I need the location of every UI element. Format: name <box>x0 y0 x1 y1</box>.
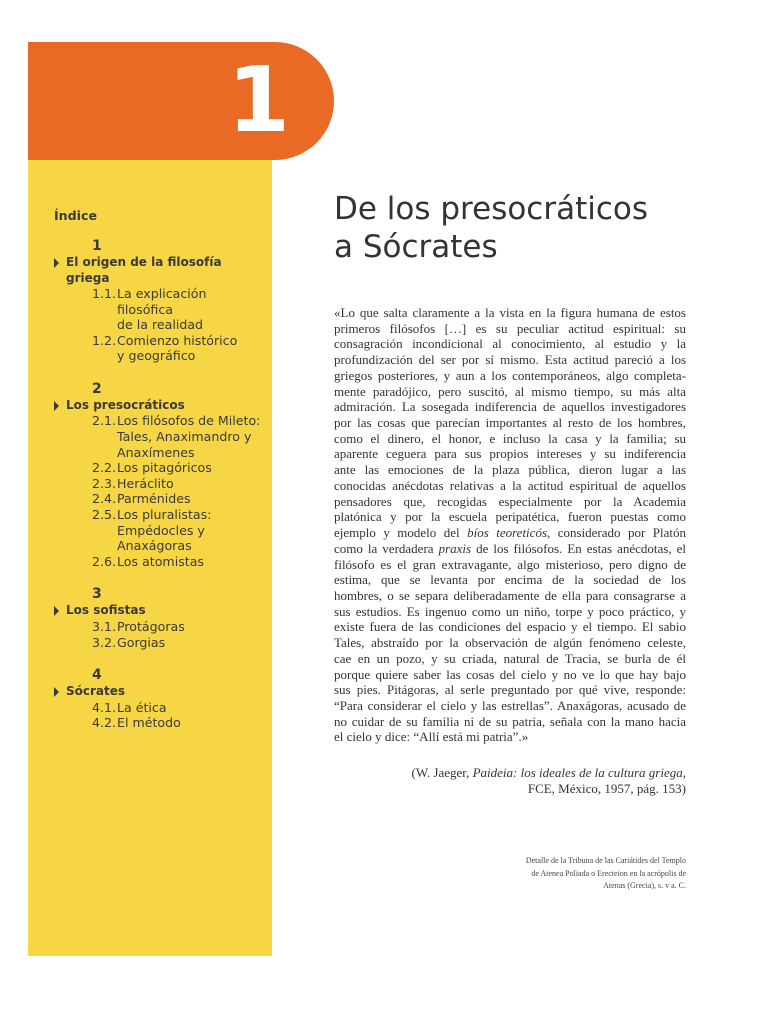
toc-item-number: 1.2. <box>92 332 117 348</box>
quote-line: el cielo y dice: “Allí está mi patria”.» <box>334 729 529 745</box>
toc-item[interactable] <box>92 619 266 635</box>
toc-item-label <box>117 491 266 507</box>
toc-spacer <box>54 364 266 380</box>
toc-section-number: 2 <box>92 380 102 397</box>
toc-item-label-line: La explicación filosófica <box>117 286 207 317</box>
toc-item-label <box>117 507 266 554</box>
quote-line: ejemplo y modelo del bíos teoreticós, considerado por Platón <box>334 525 686 541</box>
italic-text: bíos teoreticós <box>467 525 548 541</box>
chapter-title-line: De los presocráticos <box>334 191 649 227</box>
toc-section-title-line: Los presocráticos <box>66 397 185 412</box>
toc-item[interactable] <box>92 635 266 651</box>
toc-item[interactable] <box>92 286 266 333</box>
quote-line: profundización del ser por sí mismo. Esta actitud pareció a los <box>334 352 686 368</box>
toc-item-number: 3.1. <box>92 618 117 634</box>
toc-item-number: 2.4. <box>92 491 117 507</box>
toc-section-title[interactable] <box>54 255 266 286</box>
toc-spacer <box>54 569 266 585</box>
toc-item[interactable] <box>92 491 266 507</box>
toc-item[interactable] <box>92 700 266 716</box>
quote-line: platónica y por la escuela peripatética, fueron puestas como <box>334 509 686 525</box>
table-of-contents <box>54 208 266 731</box>
toc-item-label <box>117 476 266 492</box>
caption-line: Atenas (Grecia), s. v a. C. <box>603 881 686 890</box>
chapter-banner <box>28 42 334 160</box>
italic-text: Paideia: los ideales de la cultura griega, <box>472 765 686 780</box>
quote-line: sus pies. Pitágoras, al serle preguntado por qué vive, responde: <box>334 682 686 698</box>
quote-line: porque quiere saber las cosas del cielo y no ve lo que hay bajo <box>334 666 686 682</box>
quote-line: sus estudios. Es ingenuo como un niño, torpe y poco práctico, y <box>334 603 686 619</box>
toc-item-label <box>117 554 266 570</box>
quote-line: como el dinero, el honor, e incluso la casa y la familia; su <box>334 430 686 446</box>
toc-item-label-line: Tales, Anaximandro y <box>117 429 252 445</box>
toc-item-label-line: Heráclito <box>117 475 174 491</box>
toc-item-label-line: Los filósofos de Mileto: <box>117 413 261 429</box>
citation-line: FCE, México, 1957, pág. 153) <box>527 781 686 796</box>
quote-line: como la verdadera praxis de los filósofos. En estas anécdotas, el <box>334 540 686 556</box>
triangle-bullet-icon <box>54 606 59 616</box>
chapter-title-line: a Sócrates <box>334 229 498 265</box>
toc-item-number: 4.2. <box>92 715 117 731</box>
quote-line: primeros filósofos […] es su peculiar actitud espiritual: su <box>334 320 686 336</box>
toc-item-label-line: El método <box>117 715 181 731</box>
toc-item-label <box>117 413 266 460</box>
quote-line: existe fuera de las condiciones del espacio y el tiempo. El sabio <box>334 619 686 635</box>
toc-item-label <box>117 715 266 731</box>
toc-item-label <box>117 286 266 333</box>
quote-line: «Lo que salta claramente a la vista en la figura humana de estos <box>334 305 686 320</box>
toc-item[interactable] <box>92 554 266 570</box>
caption-line: Detalle de la Tribuna de las Cariátides del Templo <box>525 856 686 865</box>
toc-item-number: 3.2. <box>92 634 117 650</box>
quote-line: mente paradójico, pero suscitó, al mismo tiempo, su más alta <box>334 383 686 399</box>
quote-line: conocidas anécdotas relativas a la actitud espiritual de aquellos <box>334 477 686 493</box>
toc-item-number: 1.1. <box>92 286 117 301</box>
quote-line: estima, que se levanta por encima de la sociedad de los <box>334 572 686 588</box>
toc-item[interactable] <box>92 507 266 554</box>
quote-citation <box>380 765 686 797</box>
toc-item-label-line: Parménides <box>117 491 191 507</box>
epigraph-quote <box>334 305 686 745</box>
toc-item-number: 2.3. <box>92 475 117 491</box>
toc-item-label <box>117 700 266 716</box>
toc-spacer <box>54 650 266 666</box>
image-caption <box>450 855 686 893</box>
quote-line: cae en un pozo, y su criada, natural de Tracia, se burla de él <box>334 650 686 666</box>
quote-line: Tales, abstraído por la observación de algún fenómeno celeste, <box>334 635 686 651</box>
quote-line: filósofo es el gran extravagante, algo misterioso, pero digno de <box>334 556 686 572</box>
quote-line: griegos posteriores, y aun a los contemporáneos, algo completa- <box>334 367 686 383</box>
toc-item-label <box>117 619 266 635</box>
toc-item-label <box>117 460 266 476</box>
quote-line: no cuidar de su familia ni de su patria, señala con la mano hacia <box>334 713 686 729</box>
citation-line: (W. Jaeger, Paideia: los ideales de la cultura griega, <box>411 765 686 780</box>
toc-section-title-line: griega <box>66 270 110 285</box>
toc-item-number: 4.1. <box>92 699 117 715</box>
toc-section-title[interactable] <box>54 684 266 700</box>
toc-section-title-line: El origen de la filosofía <box>66 255 222 269</box>
toc-section-title[interactable] <box>54 603 266 619</box>
chapter-number: 1 <box>227 48 290 153</box>
toc-item-number: 2.6. <box>92 553 117 569</box>
toc-item[interactable] <box>92 476 266 492</box>
toc-section-number: 1 <box>92 238 102 254</box>
toc-item-label-line: Los atomistas <box>117 553 204 569</box>
caption-line: de Atenea Poliada o Erecteion en la acrópolis de <box>531 868 686 878</box>
toc-item[interactable] <box>92 333 266 364</box>
toc-item-label-line: de la realidad <box>117 317 204 333</box>
toc-item-label-line: Empédocles y <box>117 522 205 538</box>
toc-sections <box>54 237 266 731</box>
toc-item-label <box>117 333 266 364</box>
toc-section-title-line: Sócrates <box>66 684 126 699</box>
quote-line: pensadores que, recogidas especialmente por la Academia <box>334 493 686 509</box>
toc-item-label-line: Los pluralistas: <box>117 507 212 523</box>
quote-line: ante las emociones de la plaza pública, dieron lugar a las <box>334 462 686 478</box>
quote-line: consagración incondicional al conocimiento, al estudio y la <box>334 336 686 352</box>
toc-section-number: 4 <box>92 667 102 684</box>
toc-section-number: 3 <box>92 586 102 603</box>
toc-heading: Índice <box>54 208 97 223</box>
toc-item[interactable] <box>92 413 266 460</box>
toc-item-label-line: Anaxágoras <box>117 538 192 554</box>
toc-item[interactable] <box>92 715 266 731</box>
triangle-bullet-icon <box>54 258 59 268</box>
quote-line: “Para considerar el cielo y las estrellas”. Anaxágoras, acusado de <box>334 697 686 713</box>
toc-item-number: 2.5. <box>92 507 117 523</box>
quote-line: hombres, o se separa deliberadamente de ella para consagrarse a <box>334 587 686 603</box>
toc-item-label-line: La ética <box>117 699 167 715</box>
quote-line: admiración. La sosegada indiferencia de aquellos investigadores <box>334 399 686 415</box>
chapter-title <box>334 190 734 266</box>
toc-item-number: 2.2. <box>92 460 117 476</box>
toc-item[interactable] <box>92 460 266 476</box>
toc-item-label-line: Gorgias <box>117 634 166 650</box>
toc-item-label <box>117 635 266 651</box>
toc-item-label-line: Los pitagóricos <box>117 460 212 476</box>
toc-item-label-line: y geográfico <box>117 348 196 364</box>
toc-item-label-line: Anaxímenes <box>117 444 195 460</box>
quote-line: por las cosas que parecían importantes al resto de los hombres, <box>334 415 686 431</box>
italic-text: praxis <box>438 540 472 556</box>
toc-item-label-line: Protágoras <box>117 618 185 634</box>
triangle-bullet-icon <box>54 401 59 411</box>
toc-item-number: 2.1. <box>92 413 117 429</box>
toc-section-title[interactable] <box>54 398 266 414</box>
toc-item-label-line: Comienzo histórico <box>117 332 238 348</box>
triangle-bullet-icon <box>54 687 59 697</box>
toc-section-title-line: Los sofistas <box>66 603 146 618</box>
quote-line: aparente ceguera para sus propios intereses y su indiferencia <box>334 446 686 462</box>
